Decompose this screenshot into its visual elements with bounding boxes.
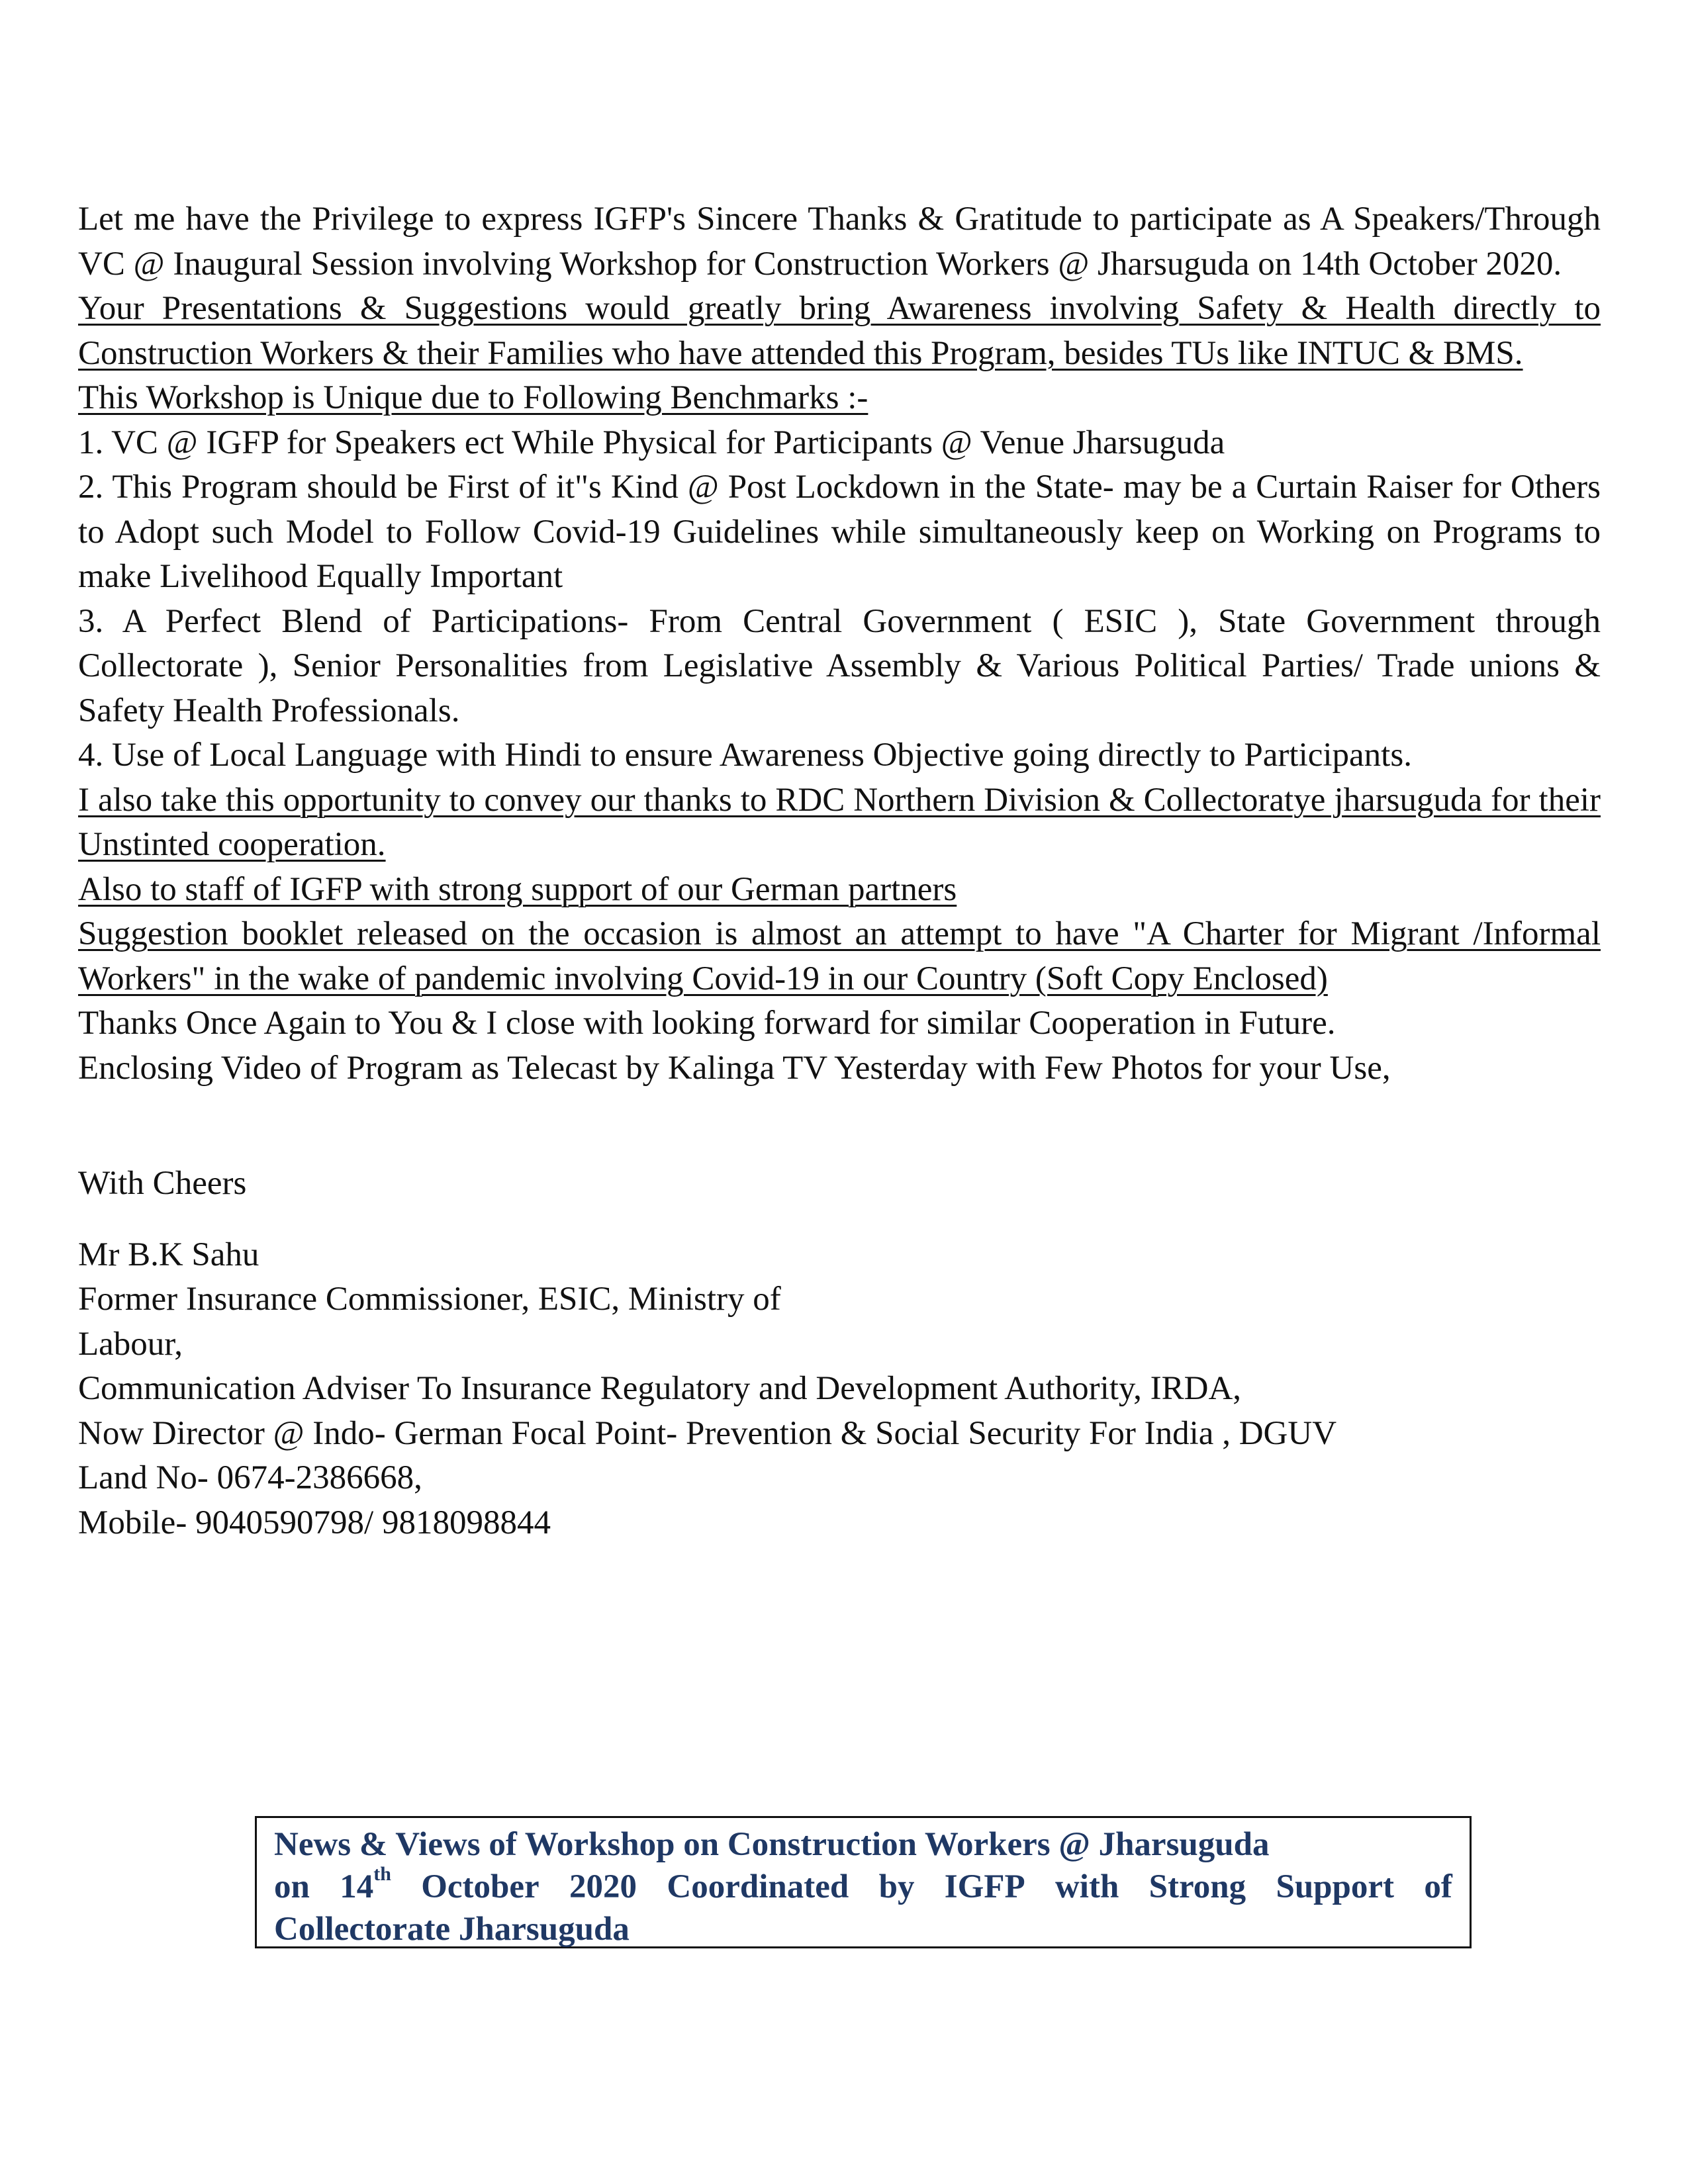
signature-block — [78, 1233, 1601, 1546]
benchmarks-heading — [78, 376, 1601, 421]
thanks-rdc-text: I also take this opportunity to convey our thanks to RDC Northern Division & Collectoratye jharsuguda for their Unstinted cooperation. — [78, 781, 1601, 863]
news-word: Coordinated — [667, 1868, 849, 1905]
intro-paragraph: Let me have the Privilege to express IGFP's Sincere Thanks & Gratitude to participate as A Speakers/Through VC @ Inaugural Session involving Workshop for Construction Workers @ Jharsuguda on 14th October 2020. — [78, 201, 1601, 283]
ordinal-suffix: th — [373, 1863, 391, 1885]
news-date-day — [340, 1863, 391, 1908]
staff-thanks-text: Also to staff of IGFP with strong support of our German partners — [78, 870, 957, 908]
news-word: 2020 — [569, 1868, 637, 1905]
booklet-text: Suggestion booklet released on the occasion is almost an attempt to have "A Charter for Migrant /Informal Workers" in the wake of pandemic involving Covid-19 in our Country (Soft Copy Enclosed) — [78, 915, 1601, 997]
benchmark-item-1: 1. VC @ IGFP for Speakers ect While Physical for Participants @ Venue Jharsuguda — [78, 424, 1225, 461]
benchmark-item-4: 4. Use of Local Language with Hindi to ensure Awareness Objective going directly to Participants. — [78, 737, 1412, 774]
mobile-number: Mobile- 9040590798/ 9818098844 — [78, 1504, 551, 1541]
news-word: by — [878, 1868, 915, 1905]
news-word: IGFP — [944, 1868, 1025, 1905]
news-word: October — [421, 1868, 539, 1905]
letter-body — [78, 197, 1601, 1545]
signatory-title-line: Former Insurance Commissioner, ESIC, Ministry of — [78, 1281, 781, 1318]
news-word: with — [1055, 1868, 1119, 1905]
signatory-name: Mr B.K Sahu — [78, 1236, 259, 1273]
spacer — [78, 1091, 1601, 1161]
benchmark-item-3: 3. A Perfect Blend of Participations- From Central Government ( ESIC ), State Government through Collectorate ), Senior Personalities from Legislative Assembly & Various Political Parties/ Trade unions & Safety Health Professionals. — [78, 602, 1601, 729]
news-title-box — [255, 1816, 1472, 1948]
presentations-text: Your Presentations & Suggestions would greatly bring Awareness involving Safety & Health directly to Construction Workers & their Families who have attended this Program, besides TUs like INTUC & BMS. — [78, 290, 1601, 372]
news-word: on — [274, 1868, 310, 1905]
news-word: 14 — [340, 1868, 374, 1905]
spacer — [78, 1206, 1601, 1233]
benchmark-item-2: 2. This Program should be First of it"s Kind @ Post Lockdown in the State- may be a Curtain Raiser for Others to Adopt such Model to Follow Covid-19 Guidelines while simultaneously keep on Working on Programs to make Livelihood Equally Important — [78, 469, 1601, 595]
signatory-title-line: Labour, — [78, 1325, 183, 1363]
news-word: of — [1424, 1868, 1452, 1905]
news-word: Strong — [1149, 1868, 1246, 1905]
news-word: Support — [1276, 1868, 1395, 1905]
booklet-paragraph — [78, 912, 1601, 1001]
benchmarks-heading-text: This Workshop is Unique due to Following Benchmarks :- — [78, 379, 868, 416]
news-title-line-1: News & Views of Workshop on Construction Workers @ Jharsuguda — [274, 1826, 1270, 1863]
staff-thanks-paragraph — [78, 868, 1601, 913]
landline-number: Land No- 0674-2386668, — [78, 1459, 422, 1496]
presentations-paragraph — [78, 287, 1601, 376]
thanks-rdc-paragraph — [78, 778, 1601, 868]
signatory-title-line: Communication Adviser To Insurance Regulatory and Development Authority, IRDA, — [78, 1370, 1242, 1407]
video-enclosure-paragraph: Enclosing Video of Program as Telecast by Kalinga TV Yesterday with Few Photos for your Use, — [78, 1049, 1391, 1087]
news-title-line-2 — [274, 1863, 1452, 1908]
news-title-line-3: Collectorate Jharsuguda — [274, 1911, 630, 1948]
closing-thanks-paragraph: Thanks Once Again to You & I close with looking forward for similar Cooperation in Future. — [78, 1005, 1336, 1042]
signatory-title-line: Now Director @ Indo- German Focal Point- Prevention & Social Security For India , DGUV — [78, 1414, 1337, 1452]
closing-salutation: With Cheers — [78, 1165, 247, 1202]
